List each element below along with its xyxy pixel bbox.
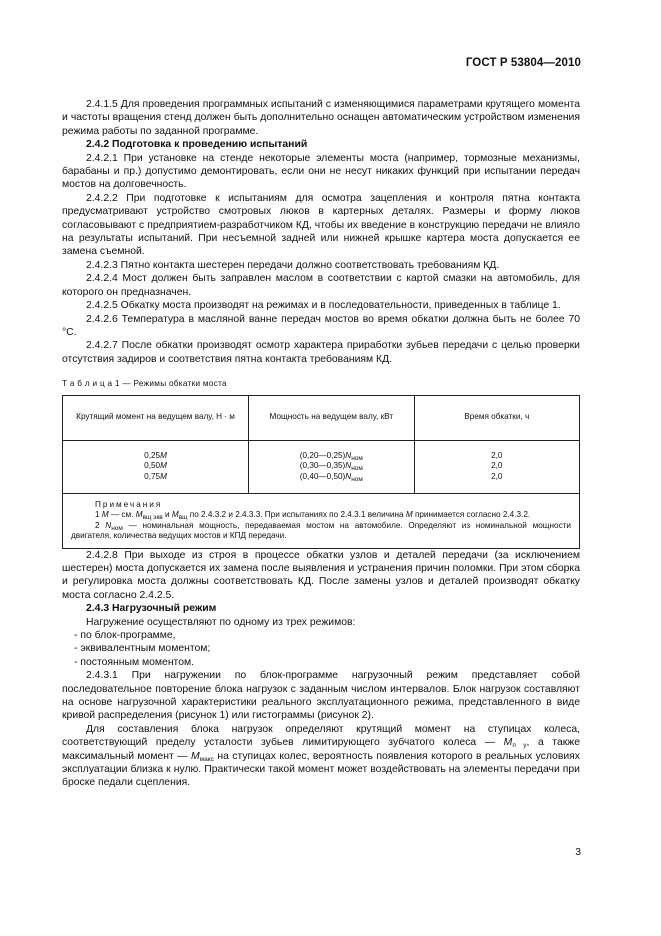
list-item: - по блок-программе, <box>74 629 176 641</box>
paragraph-2-4-2-8: 2.4.2.8 При выходе из строя в процессе обкатки узлов и деталей передачи (за исключением шестерен) моста допускается их замена после выявления и устранения причин поломки. При этом сборка и регулировка моста должны соответствовать КД. После замены узлов и деталей производят обкатку моста согласно 2.4.2.5. <box>62 549 580 601</box>
table-caption: Т а б л и ц а 1 — Режимы обкатки моста <box>62 379 227 389</box>
time-value: 2,0 <box>491 450 503 460</box>
header-time: Время обкатки, ч <box>414 395 579 440</box>
paragraph-2-4-2-1: 2.4.2.1 При установке на стенде некоторые элементы моста (например, тормозные механизмы, барабаны и пр.) допустимо демонтировать, если они не несут никаких функций при испытании передач мостов на долговечность. <box>62 152 580 191</box>
power-value: $(0,30—0,35)N_{ном}$ <box>299 461 363 473</box>
paragraph-2-4-2-7: 2.4.2.7 После обкатки производят осмотр характера приработки зубьев передачи с целью проверки отсутствия задиров и соответствия пятна контакта требованиям КД. <box>62 340 580 365</box>
power-value: $(0,40—0,50)N_{ном}$ <box>299 471 363 483</box>
page-header: ГОСТ Р 53804—2010 <box>465 57 581 69</box>
paragraph-2-4-2-4: 2.4.2.4 Мост должен быть заправлен маслом в соответствии с картой смазки на автомобиль, для которого он предназначен. <box>62 273 580 298</box>
paragraph-load-intro: Нагружение осуществляют по одному из трех режимов: <box>86 616 356 628</box>
power-values-cell <box>249 440 414 493</box>
break-in-modes-table <box>62 395 580 549</box>
paragraph-2-4-2-6: 2.4.2.6 Температура в масляной ванне передач мостов во время обкатки должна быть не более 70 °С. <box>62 313 580 338</box>
list-item: - постоянным моментом. <box>74 656 195 668</box>
torque-value: 0,50M <box>144 461 167 471</box>
table-notes <box>63 493 580 548</box>
heading-2-4-2: 2.4.2 Подготовка к проведению испытаний <box>86 139 308 151</box>
list-item: - эквивалентным моментом; <box>74 643 211 655</box>
header-power: Мощность на ведущем валу, кВт <box>249 395 414 440</box>
paragraph-load-block: Для составления блока нагрузок определяют крутящий момент на ступицах колеса, соответствующий пределу усталости зубьев лимитирующего зубчатого колеса — $M_{п у}$, а также максимальный момент — $M_{макс}$ на ступицах колес, вероятность появления которого в реальных условиях эксплуатации близка к нулю. Практически такой момент может воздействовать на элементы передачи при броске педали сцепления. <box>62 723 580 789</box>
page-number: 3 <box>575 847 581 858</box>
torque-values-cell <box>63 440 249 493</box>
power-value: $(0,20—0,25)N_{ном}$ <box>299 450 363 462</box>
time-value: 2,0 <box>491 461 503 471</box>
header-torque: Крутящий момент на ведущем валу, Н · м <box>63 395 249 440</box>
time-values-cell <box>414 440 579 493</box>
heading-2-4-3: 2.4.3 Нагрузочный режим <box>86 603 217 615</box>
note-2: 2 $N_{ном}$ — номинальная мощность, передаваемая мостом на автомобиле. Определяют из номинальной мощности двигателя, количества ведущих мостов и КПД передачи. <box>71 520 571 541</box>
time-value: 2,0 <box>491 471 503 481</box>
table-header-row <box>63 395 580 440</box>
paragraph-2-4-2-5: 2.4.2.5 Обкатку моста производят на режимах и в последовательности, приведенных в таблице 1. <box>86 300 561 312</box>
paragraph-2-4-1-5: 2.4.1.5 Для проведения программных испытаний с изменяющимися параметрами крутящего момента и частоты вращения стенд должен быть дополнительно оснащен автоматическим устройством изменения режима работы по заданной программе. <box>62 99 580 137</box>
document-body <box>62 98 580 790</box>
table-notes-row <box>63 493 580 548</box>
paragraph-2-4-2-3: 2.4.2.3 Пятно контакта шестерен передачи должно соответствовать требованиям КД. <box>86 259 500 271</box>
torque-value: 0,75M <box>144 471 167 481</box>
note-1: 1 M — см. $M_{вщ экв}$ и $M_{вщ}$ по 2.4.3.2 и 2.4.3.3. При испытаниях по 2.4.3.1 величина M принимается согласно 2.4.3.2. <box>95 510 531 522</box>
paragraph-2-4-2-2: 2.4.2.2 При подготовке к испытаниям для осмотра зацепления и контроля пятна контакта предусматривают устройство смотровых люков в картерных деталях. Размеры и форму люков согласовывают с предприятием-разработчиком КД, чтобы их введение в конструкцию передачи не влияло на результаты испытаний. При несъемной задней или нижней крышке картера моста допускается ее замена съемной. <box>62 192 580 258</box>
notes-title: Примечания <box>95 499 163 509</box>
paragraph-2-4-3-1: 2.4.3.1 При нагружении по блок-программе нагрузочный режим представляет собой последовательное повторение блока нагрузок с заданным числом интервалов. Блок нагрузок составляют на основе нагрузочной характеристики реального эксплуатационного режима, представленного в виде кривой распределения (рисунок 1) или гистограммы (рисунок 2). <box>62 670 580 722</box>
table-values-row <box>63 440 580 493</box>
torque-value: 0,25M <box>144 450 167 460</box>
